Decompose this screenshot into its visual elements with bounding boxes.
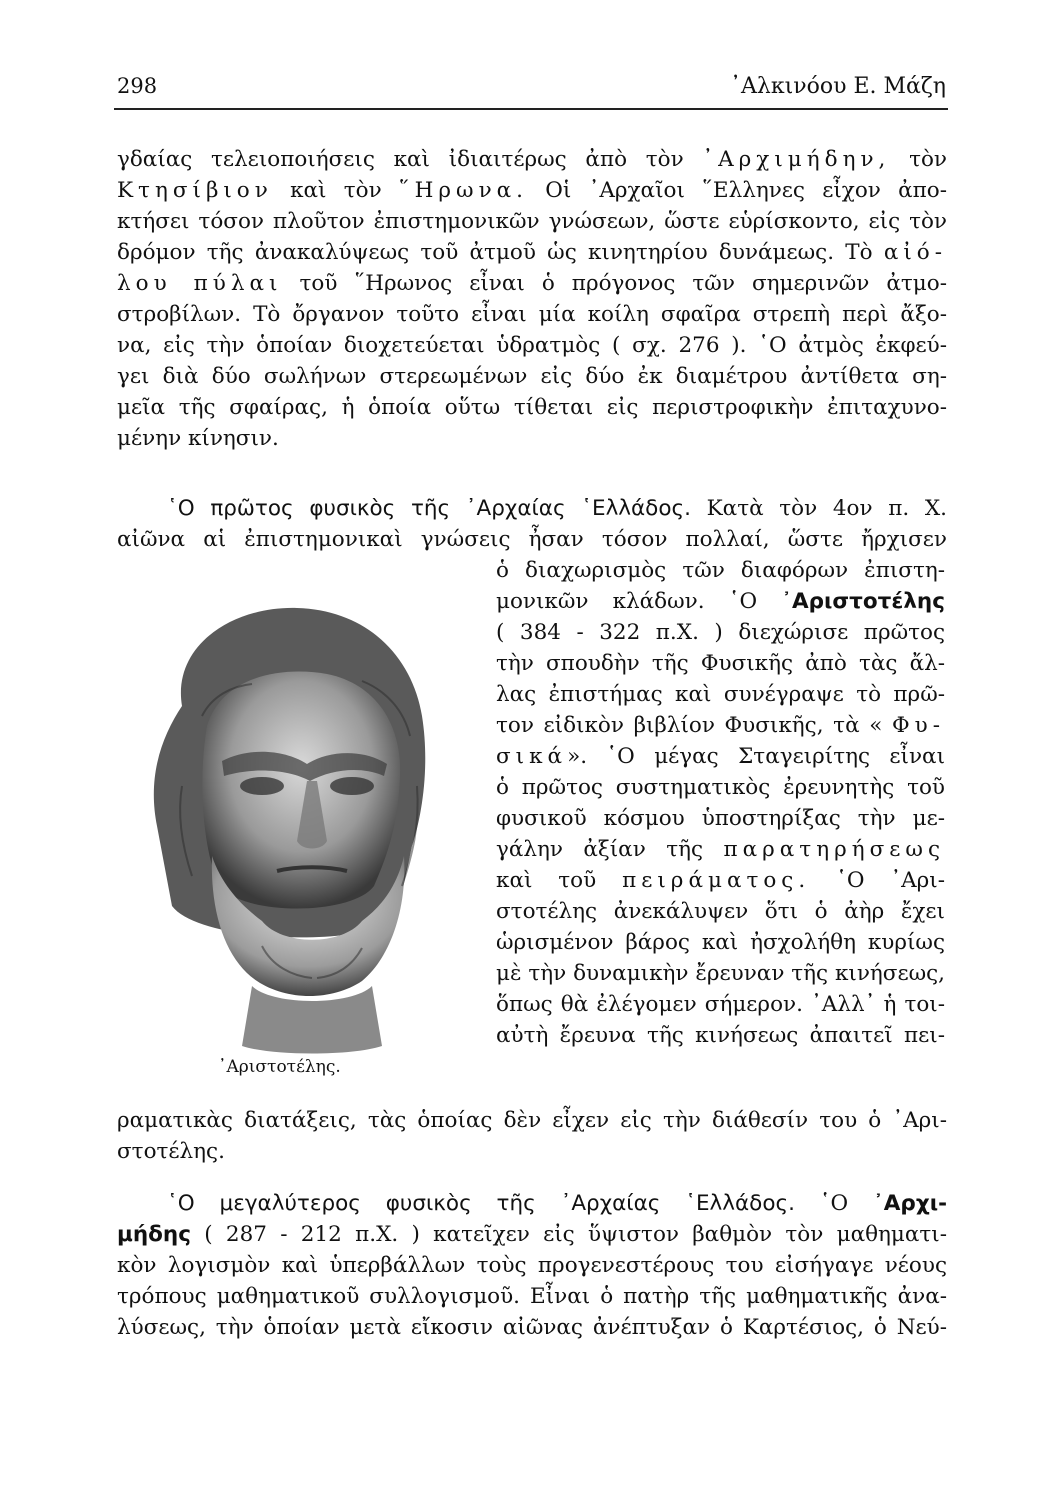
text-line: λου πύλαι τοῦ ῞Ηρωνος εἶναι ὁ πρόγονος τῶν σημερινῶν ἀτμο- xyxy=(117,271,947,296)
section2-paragraph xyxy=(117,1188,947,1343)
aristotle-portrait xyxy=(112,586,462,1056)
text-line: ῾Ο μεγαλύτερος φυσικὸς τῆς ᾿Αρχαίας ῾Ελλάδος. ῾Ο ᾿Αρχι- xyxy=(167,1191,947,1216)
text-line: καὶ τοῦ πειράματος. ῾Ο ᾿Αρι- xyxy=(496,868,945,893)
text-line: δρόμον τῆς ἀνακαλύψεως τοῦ ἀτμοῦ ὡς κινητηρίου δυνάμεως. Τὸ αἰό- xyxy=(117,240,947,265)
text-line: μονικῶν κλάδων. ῾Ο ᾿Αριστοτέλης xyxy=(496,589,945,614)
bust-base xyxy=(242,986,382,1054)
running-head: ᾿Αλκινόου Ε. Μάζη xyxy=(730,74,946,99)
text-line: γδαίας τελειοποιήσεις καὶ ἰδιαιτέρως ἀπὸ τὸν ᾿Αρχιμήδην, τὸν xyxy=(117,147,948,172)
text-line: σικά». ῾Ο μέγας Σταγειρίτης εἶναι xyxy=(496,744,945,769)
text-line: ὡρισμένον βάρος καὶ ἠσχολήθη κυρίως xyxy=(496,930,945,955)
intro-paragraph xyxy=(117,144,947,454)
figure-caption: ᾿Αριστοτέλης. xyxy=(218,1057,341,1077)
text-line: στροβίλων. Τὸ ὄργανον τοῦτο εἶναι μία κοίλη σφαῖρα στρεπὴ περὶ ἄξο- xyxy=(117,302,947,327)
text-line: μὲ τὴν δυναμικὴν ἔρευναν τῆς κινήσεως, xyxy=(496,961,945,986)
text-line: γει διὰ δύο σωλήνων στερεωμένων εἰς δύο ἐκ διαμέτρου ἀντίθετα ση- xyxy=(117,364,947,389)
section-heading: ῾Ο πρῶτος φυσικὸς τῆς ᾿Αρχαίας ῾Ελλάδος. xyxy=(167,496,691,521)
text-line: ὁ διαχωρισμὸς τῶν διαφόρων ἐπιστη- xyxy=(496,558,945,583)
text-line: κὸν λογισμὸν καὶ ὑπερβάλλων τοὺς προγενεστέρους του εἰσήγαγε νέους xyxy=(117,1253,947,1278)
text-line: κτήσει τόσον πλοῦτον ἐπιστημονικῶν γνώσεων, ὥστε εὑρίσκοντο, εἰς τὸν xyxy=(117,209,947,234)
text-line: στοτέλης. xyxy=(117,1139,225,1164)
text-line: γάλην ἀξίαν τῆς παρατηρήσεως xyxy=(496,837,945,862)
right-eye xyxy=(330,777,374,795)
text-line: Κτησίβιον καὶ τὸν ῞Ηρωνα. Οἱ ᾿Αρχαῖοι ῞Ελληνες εἶχον ἀπο- xyxy=(117,178,947,203)
text-line: τον εἰδικὸν βιβλίον Φυσικῆς, τὰ « Φυ- xyxy=(496,713,945,738)
section1-wrapped-column xyxy=(483,555,945,1051)
text-line: φυσικοῦ κόσμου ὑποστηρίξας τὴν με- xyxy=(496,806,945,831)
text-line: ὅπως θὰ ἐλέγομεν σήμερον. ᾿Αλλ᾿ ἡ τοι- xyxy=(496,992,945,1017)
text-line: λύσεως, τὴν ὁποίαν μετὰ εἴκοσιν αἰῶνας ἀνέπτυξαν ὁ Καρτέσιος, ὁ Νεύ- xyxy=(117,1315,947,1340)
section1-closing xyxy=(117,1105,947,1167)
text-line: μήδης ( 287 - 212 π.Χ. ) κατεῖχεν εἰς ὕψιστον βαθμὸν τὸν μαθηματι- xyxy=(117,1222,947,1247)
section-heading: ῾Ο μεγαλύτερος φυσικὸς τῆς ᾿Αρχαίας ῾Ελλάδος. xyxy=(167,1191,795,1216)
header-rule xyxy=(114,108,948,110)
text-line: αἰῶνα αἱ ἐπιστημονικαὶ γνώσεις ἦσαν τόσον πολλαί, ὥστε ἤρχισεν xyxy=(117,527,947,552)
text-line: ῾Ο πρῶτος φυσικὸς τῆς ᾿Αρχαίας ῾Ελλάδος. Κατὰ τὸν 4ον π. Χ. xyxy=(167,496,947,521)
text-line: τὴν σπουδὴν τῆς Φυσικῆς ἀπὸ τὰς ἄλ- xyxy=(496,651,945,676)
text-line: να, εἰς τὴν ὁποίαν διοχετεύεται ὑδρατμὸς ( σχ. 276 ). ῾Ο ἀτμὸς ἐκφεύ- xyxy=(117,333,947,358)
left-eye xyxy=(240,777,284,795)
text-line: στοτέλης ἀνεκάλυψεν ὅτι ὁ ἀὴρ ἔχει xyxy=(496,899,945,924)
text-line: ραματικὰς διατάξεις, τὰς ὁποίας δὲν εἶχεν εἰς τὴν διάθεσίν του ὁ ᾿Αρι- xyxy=(117,1108,947,1133)
text-line: ὁ πρῶτος συστηματικὸς ἐρευνητὴς τοῦ xyxy=(496,775,945,800)
text-line: ( 384 - 322 π.Χ. ) διεχώρισε πρῶτος xyxy=(496,620,945,645)
text-line: μεῖα τῆς σφαίρας, ἡ ὁποία οὕτω τίθεται εἰς περιστροφικὴν ἐπιταχυνο- xyxy=(117,395,947,420)
section1-intro xyxy=(117,493,947,555)
text-line: μένην κίνησιν. xyxy=(117,426,279,451)
text-line: λας ἐπιστήμας καὶ συνέγραψε τὸ πρῶ- xyxy=(496,682,945,707)
page-number: 298 xyxy=(117,74,158,98)
text-line: τρόπους μαθηματικοῦ συλλογισμοῦ. Εἶναι ὁ πατὴρ τῆς μαθηματικῆς ἀνα- xyxy=(117,1284,947,1309)
text-line: αὐτὴ ἔρευνα τῆς κινήσεως ἀπαιτεῖ πει- xyxy=(496,1023,945,1048)
